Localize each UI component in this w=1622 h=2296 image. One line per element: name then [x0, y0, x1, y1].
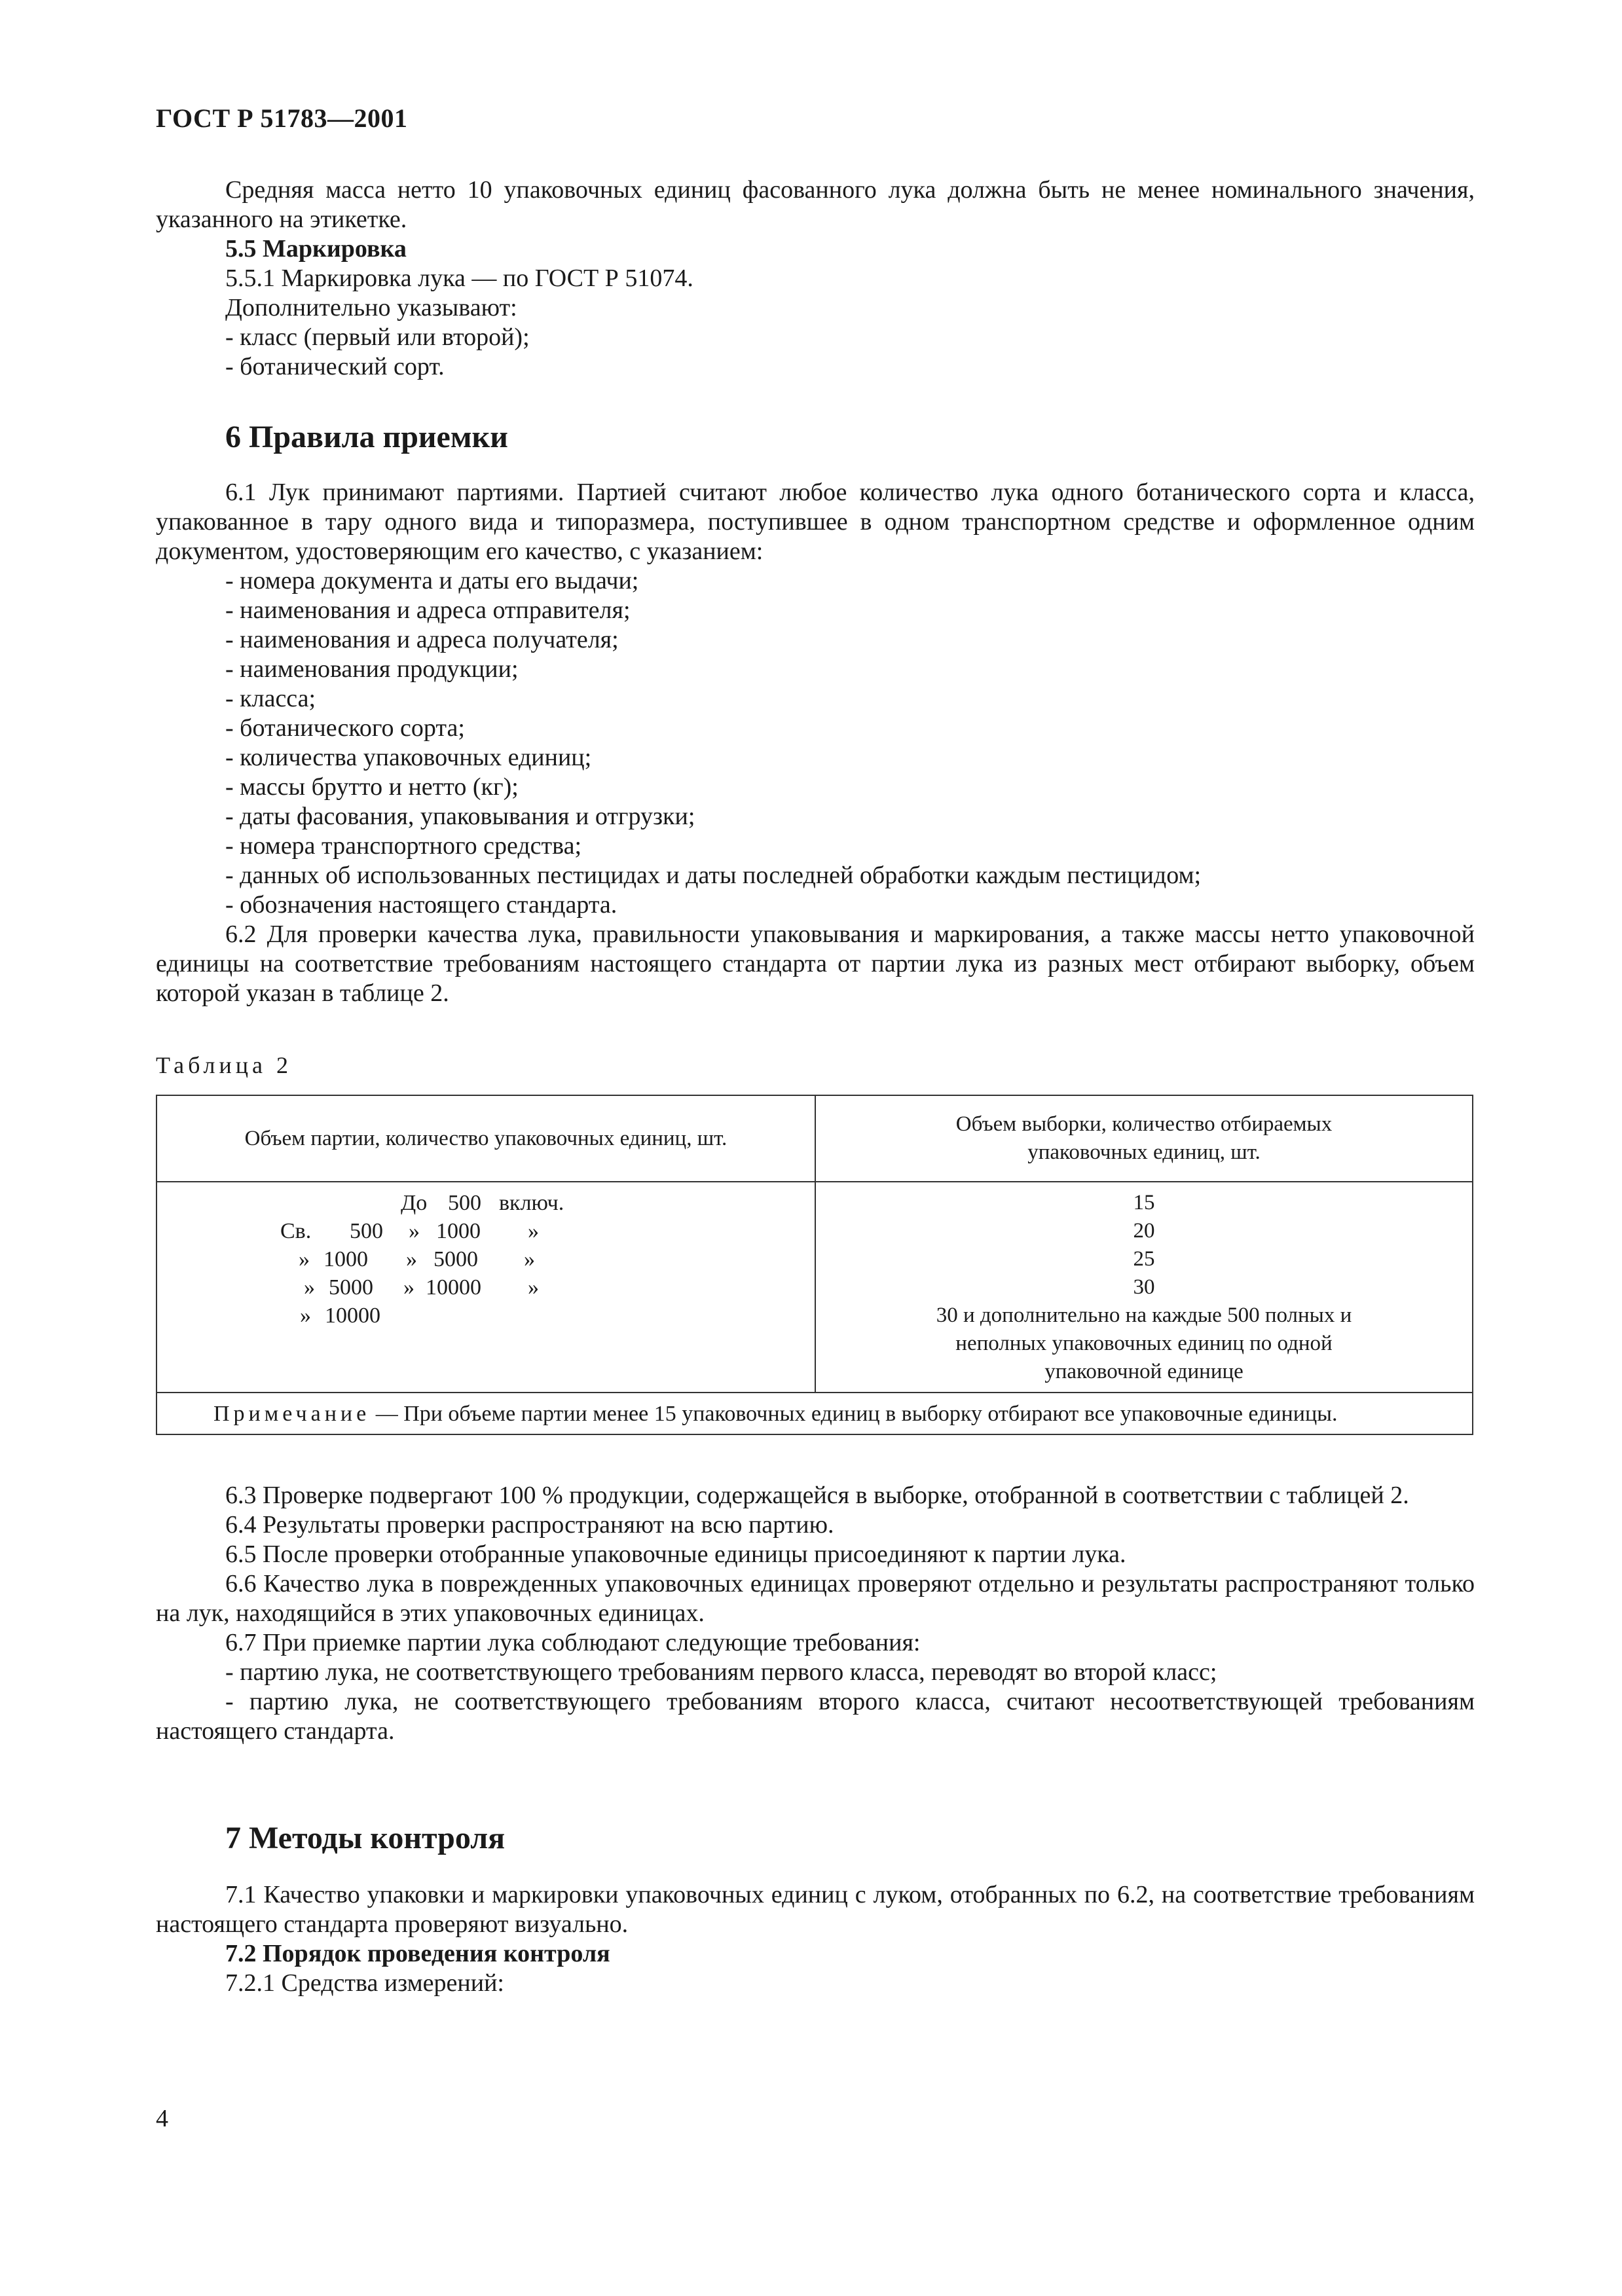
list-item: - массы брутто и нетто (кг); [225, 773, 519, 801]
list-item: - даты фасования, упаковывания и отгрузки; [225, 803, 695, 830]
lot-r2-e: » [528, 1219, 539, 1243]
paragraph-6-7-b: - партию лука, не соответствующего требованиям второго класса, считают несоответствующей требованиям настоящего стандарта. [156, 1688, 1475, 1745]
lot-r2-b: 500 [350, 1219, 383, 1243]
list-item: - ботанического сорта; [225, 714, 465, 742]
table-note-row [157, 1393, 1473, 1434]
note-label: Примечание [213, 1402, 371, 1426]
section-6-body [156, 478, 1475, 1008]
paragraph-6-3: 6.3 Проверке подвергают 100 % продукции, содержащейся в выборке, отобранной в соответствии с таблицей 2. [225, 1482, 1409, 1509]
lot-r4-e: » [528, 1275, 539, 1300]
lot-r3-b: 1000 [323, 1247, 368, 1271]
paragraph-6-2: 6.2 Для проверки качества лука, правильности упаковывания и маркирования, а также массы нетто упаковочной единицы на соответствие требованиям настоящего стандарта от партии лука из разных мест отбирают выборку, объем которой указан в таблице 2. [156, 920, 1475, 1007]
section-6-heading: 6 Правила приемки [225, 420, 508, 454]
table-2-label-block [156, 1051, 1475, 1080]
sample-value: 20 [1133, 1219, 1155, 1243]
sample-size-cell [815, 1182, 1473, 1393]
sample-value-last-line1: 30 и дополнительно на каждые 500 полных и [936, 1303, 1352, 1327]
section-7-heading: 7 Методы контроля [225, 1821, 506, 1855]
section-7-2-1: 7.2.1 Средства измерений: [225, 1969, 504, 1997]
list-item: - наименования и адреса получателя; [225, 626, 619, 653]
section-7-heading-block [156, 1820, 1475, 1857]
list-item: - обозначения настоящего стандарта. [225, 891, 617, 919]
list-item: - номера транспортного средства; [225, 832, 582, 860]
paragraph-6-7: 6.7 При приемке партии лука соблюдают следующие требования: [225, 1629, 921, 1656]
additional-label: Дополнительно указывают: [225, 294, 517, 321]
header-col2-line2: упаковочных единиц, шт. [1027, 1140, 1261, 1164]
table-header-col1: Объем партии, количество упаковочных единиц, шт. [157, 1095, 815, 1182]
list-item: - класс (первый или второй); [225, 323, 530, 351]
lot-size-cell [157, 1182, 815, 1393]
list-item: - ботанический сорт. [225, 353, 445, 380]
section-6-heading-block [156, 419, 1475, 456]
sample-value: 30 [1133, 1275, 1155, 1299]
sample-value: 25 [1133, 1247, 1155, 1271]
mass-paragraph: Средняя масса нетто 10 упаковочных единиц фасованного лука должна быть не менее номинального значения, указанного на этикетке. [156, 176, 1475, 233]
table-header-row [157, 1095, 1473, 1182]
lot-r4-c: » [403, 1275, 415, 1300]
lot-r4-b: 5000 [329, 1275, 373, 1300]
sample-value-last-line3: упаковочной единице [1044, 1360, 1244, 1383]
table-note [157, 1393, 1473, 1434]
lot-r3-c: » [406, 1247, 417, 1271]
paragraph-6-4: 6.4 Результаты проверки распространяют на всю партию. [225, 1511, 834, 1539]
list-item: - наименования продукции; [225, 655, 519, 683]
lot-r5-b: 10000 [325, 1303, 380, 1328]
list-item: - номера документа и даты его выдачи; [225, 567, 639, 594]
paragraph-6-7-a: - партию лука, не соответствующего требованиям первого класса, переводят во второй класс; [225, 1658, 1217, 1686]
section-5-5-1: 5.5.1 Маркировка лука — по ГОСТ Р 51074. [225, 264, 693, 292]
lot-r4-d: 10000 [426, 1275, 481, 1300]
table-2-label: Таблица 2 [156, 1052, 292, 1078]
document-code-header: ГОСТ Р 51783—2001 [156, 103, 408, 133]
sample-value-last-line2: неполных упаковочных единиц по одной [955, 1332, 1333, 1355]
page-number: 4 [156, 2105, 168, 2132]
lot-r4-a: » [304, 1275, 315, 1300]
note-text: — При объеме партии менее 15 упаковочных единиц в выборку отбирают все упаковочные единицы. [370, 1402, 1338, 1426]
list-item: - количества упаковочных единиц; [225, 744, 592, 771]
sample-value: 15 [1133, 1191, 1155, 1214]
lot-r1-b: 500 [448, 1191, 481, 1215]
paragraph-7-1: 7.1 Качество упаковки и маркировки упаковочных единиц с луком, отобранных по 6.2, на соответствие требованиям настоящего стандарта проверяют визуально. [156, 1881, 1475, 1938]
table-row [157, 1182, 1473, 1393]
paragraph-6-6: 6.6 Качество лука в поврежденных упаковочных единицах проверяют отдельно и результаты распространяют только на лук, находящийся в этих упаковочных единицах. [156, 1570, 1475, 1627]
intro-block [156, 175, 1475, 382]
list-item: - данных об использованных пестицидах и даты последней обработки каждым пестицидом; [225, 862, 1202, 889]
lot-r2-a: Св. [280, 1219, 312, 1243]
list-item: - класса; [225, 685, 316, 712]
header-col2-line1: Объем выборки, количество отбираемых [955, 1112, 1333, 1136]
list-item: - наименования и адреса отправителя; [225, 596, 631, 624]
paragraph-6-1: 6.1 Лук принимают партиями. Партией считают любое количество лука одного ботанического сорта и класса, упакованное в тару одного вида и типоразмера, поступившее в одном транспортном средстве и оформленное одним документом, удостоверяющим его качество, с указанием: [156, 479, 1475, 565]
lot-r1-c: включ. [499, 1191, 564, 1215]
section-7-body [156, 1880, 1475, 1998]
section-5-5-heading: 5.5 Маркировка [225, 235, 407, 263]
lot-r3-a: » [299, 1247, 310, 1271]
lot-r3-d: 5000 [433, 1247, 478, 1271]
table-header-col2 [815, 1095, 1473, 1182]
after-table-body [156, 1481, 1475, 1746]
lot-r1-a: До [401, 1191, 428, 1215]
lot-r5-a: » [300, 1303, 311, 1328]
section-7-2-heading: 7.2 Порядок проведения контроля [225, 1940, 610, 1967]
lot-r3-e: » [524, 1247, 535, 1271]
table-2 [156, 1095, 1473, 1435]
lot-r2-c: » [409, 1219, 420, 1243]
lot-r2-d: 1000 [436, 1219, 481, 1243]
paragraph-6-5: 6.5 После проверки отобранные упаковочные единицы присоединяют к партии лука. [225, 1540, 1126, 1568]
